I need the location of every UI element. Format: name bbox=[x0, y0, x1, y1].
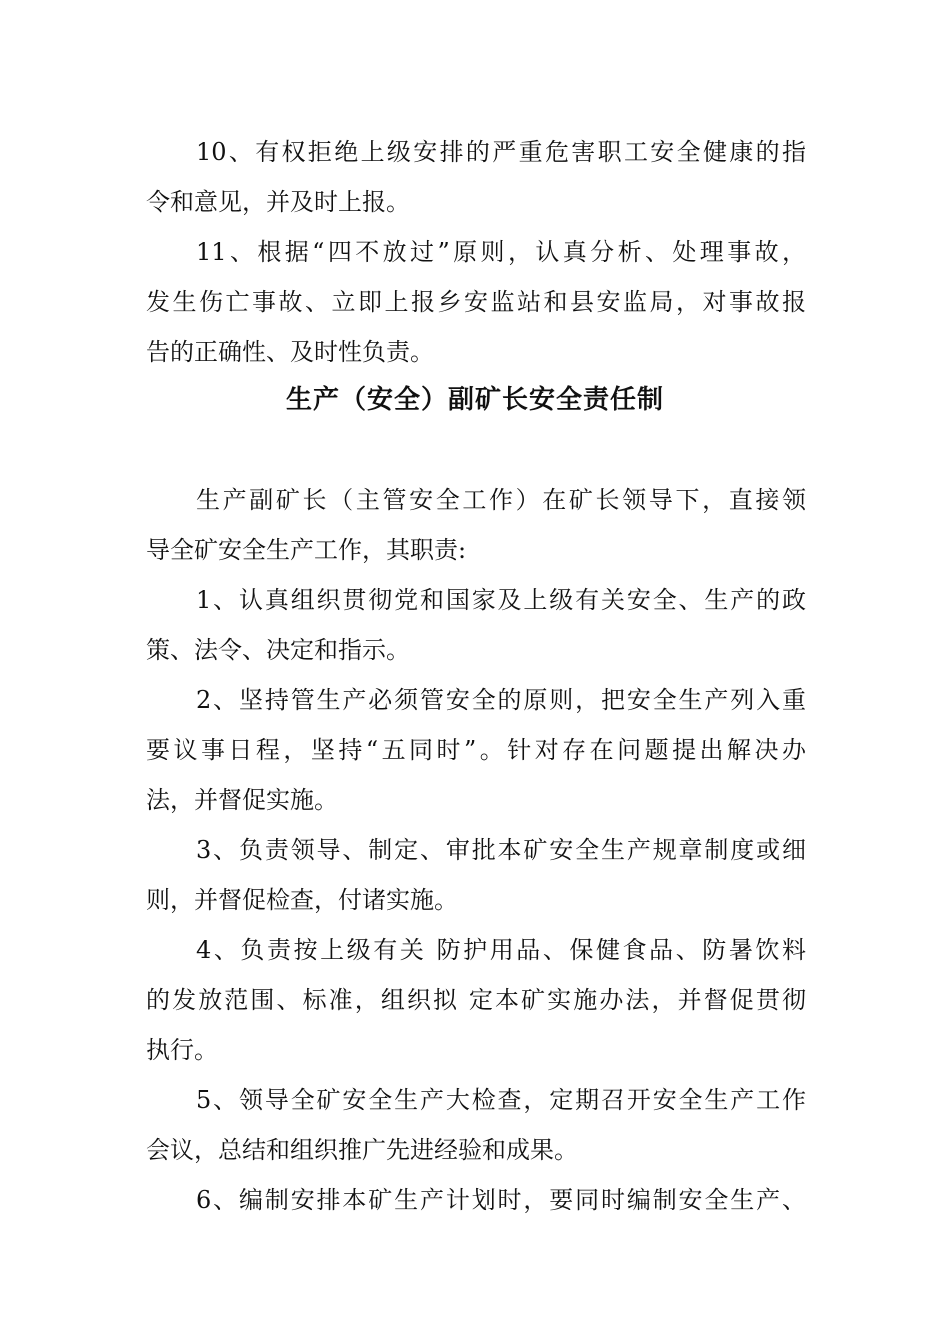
item-5-line-2: 会议，总结和组织推广先进经验和成果。 bbox=[146, 1136, 578, 1164]
item-4-line-3: 执行。 bbox=[146, 1036, 218, 1064]
item-1-line-2: 策、法令、决定和指示。 bbox=[146, 636, 410, 664]
item-4-line-1: 4、负责按上级有关 防护用品、保健食品、防暑饮料 bbox=[196, 936, 806, 964]
item-5-line-1: 5、领导全矿安全生产大检查，定期召开安全生产工作 bbox=[196, 1086, 806, 1114]
item-11-line-2: 发生伤亡事故、立即上报乡安监站和县安监局，对事故报 bbox=[146, 288, 806, 316]
item-10-line-1: 10、有权拒绝上级安排的严重危害职工安全健康的指 bbox=[196, 138, 806, 166]
item-2-line-2: 要议事日程，坚持“五同时”。针对存在问题提出解决办 bbox=[146, 736, 806, 764]
item-11-line-1: 11、根据“四不放过”原则，认真分析、处理事故， bbox=[196, 238, 806, 266]
item-2-line-3: 法，并督促实施。 bbox=[146, 786, 338, 814]
item-1-line-1: 1、认真组织贯彻党和国家及上级有关安全、生产的政 bbox=[196, 586, 806, 614]
item-3-line-2: 则，并督促检查，付诸实施。 bbox=[146, 886, 458, 914]
item-10-line-2: 令和意见，并及时上报。 bbox=[146, 188, 410, 216]
item-3-line-1: 3、负责领导、制定、审批本矿安全生产规章制度或细 bbox=[196, 836, 806, 864]
intro-line-2: 导全矿安全生产工作，其职责: bbox=[146, 536, 467, 564]
item-4-line-2: 的发放范围、标准，组织拟 定本矿实施办法，并督促贯彻 bbox=[146, 986, 806, 1014]
item-11-line-3: 告的正确性、及时性负责。 bbox=[146, 338, 434, 366]
item-2-line-1: 2、坚持管生产必须管安全的原则，把安全生产列入重 bbox=[196, 686, 806, 714]
section-title: 生产（安全）副矿长安全责任制 bbox=[285, 385, 664, 415]
item-6-line-1: 6、编制安排本矿生产计划时，要同时编制安全生产、 bbox=[196, 1186, 806, 1214]
intro-line-1: 生产副矿长（主管安全工作）在矿长领导下，直接领 bbox=[196, 486, 806, 514]
